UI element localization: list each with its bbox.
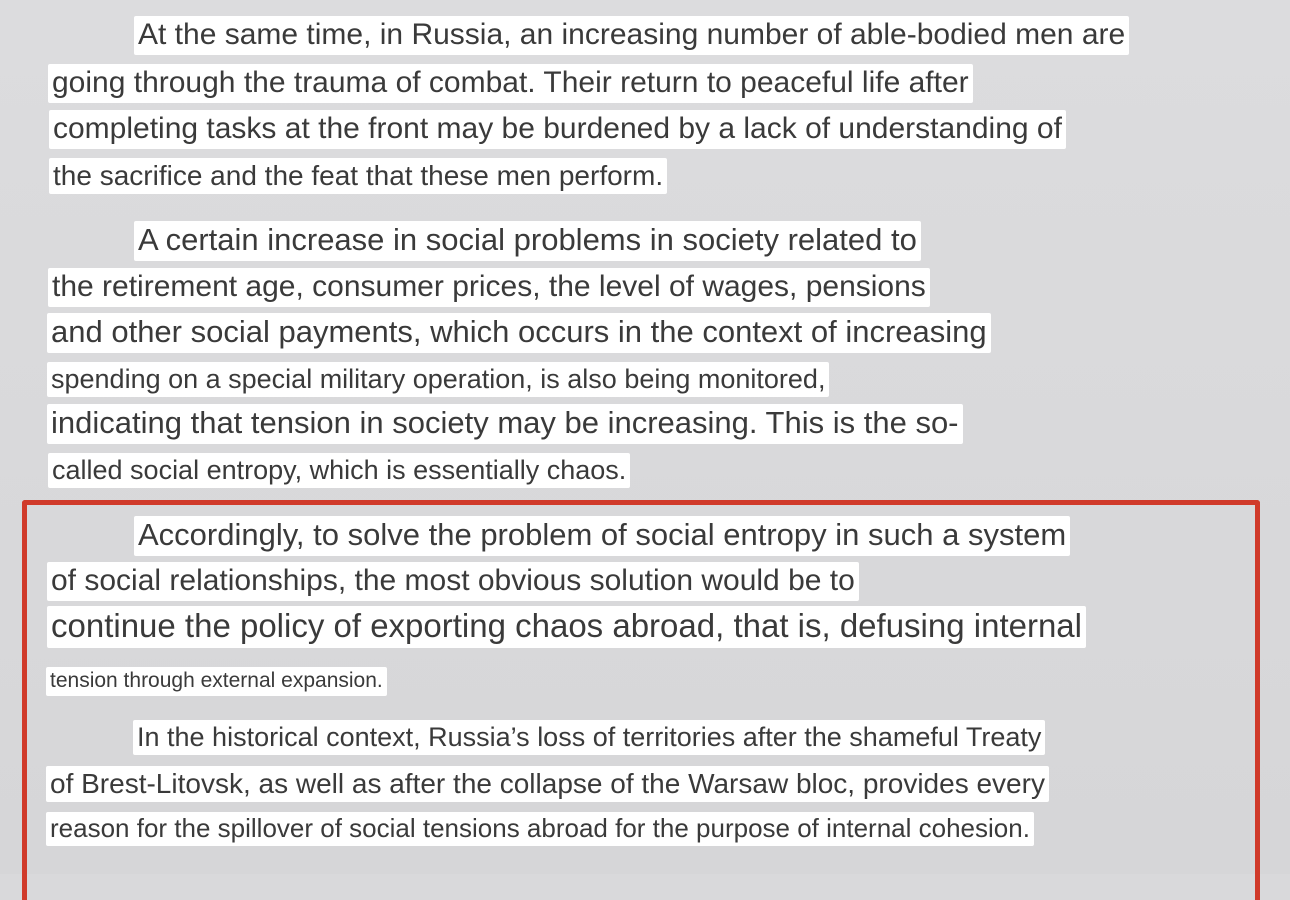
text-line: Accordingly, to solve the problem of social entropy in such a system [134, 516, 1070, 556]
text-line: of social relationships, the most obvious solution would be to [47, 562, 859, 601]
text-line: continue the policy of exporting chaos abroad, that is, defusing internal [47, 606, 1086, 648]
text-line: In the historical context, Russia’s loss of territories after the shameful Treaty [133, 720, 1045, 755]
text-line: going through the trauma of combat. Their return to peaceful life after [48, 64, 973, 103]
text-line: reason for the spillover of social tensions abroad for the purpose of internal cohesion. [46, 812, 1034, 846]
text-line: spending on a special military operation, is also being monitored, [47, 362, 829, 397]
text-line: At the same time, in Russia, an increasing number of able-bodied men are [134, 16, 1129, 55]
text-line: the sacrifice and the feat that these men perform. [49, 158, 667, 194]
text-line: the retirement age, consumer prices, the level of wages, pensions [48, 268, 930, 307]
text-line: and other social payments, which occurs in the context of increasing [47, 313, 991, 353]
text-line: of Brest-Litovsk, as well as after the collapse of the Warsaw bloc, provides every [46, 766, 1049, 802]
text-line: indicating that tension in society may be increasing. This is the so- [47, 404, 963, 444]
text-line: called social entropy, which is essentially chaos. [48, 453, 630, 488]
text-line: completing tasks at the front may be burdened by a lack of understanding of [49, 110, 1066, 149]
text-line: tension through external expansion. [46, 667, 387, 696]
text-line: A certain increase in social problems in society related to [134, 221, 921, 261]
